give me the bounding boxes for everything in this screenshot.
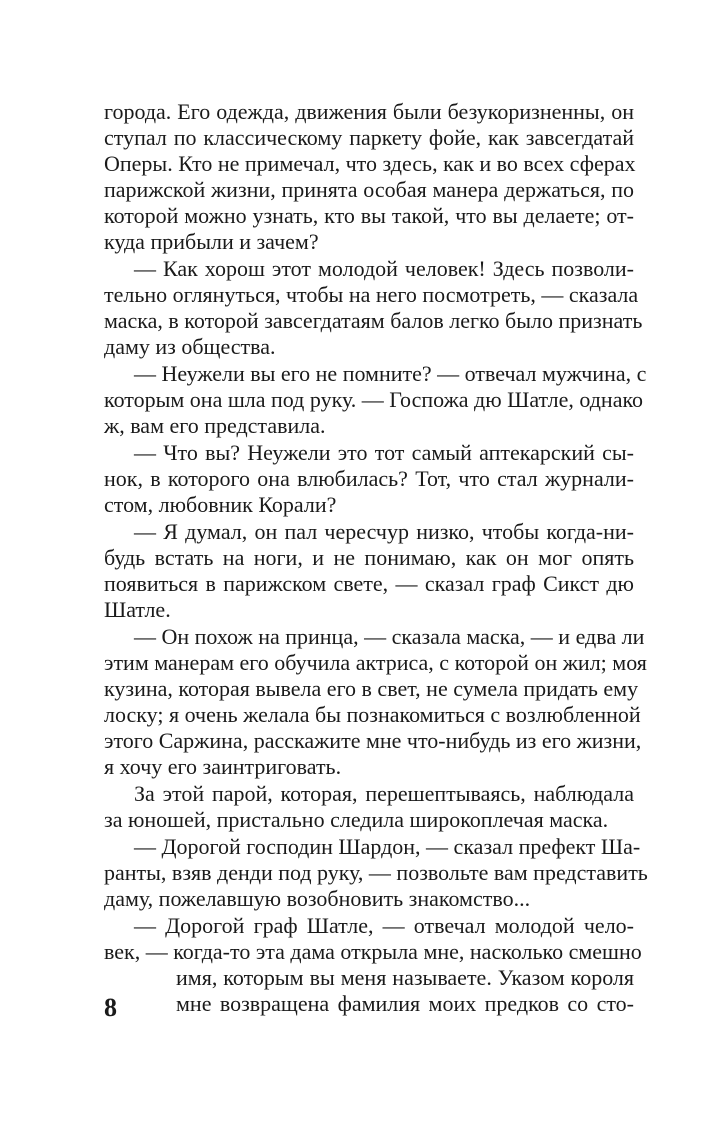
text-line: города. Его одежда, движения были безукоризненны, он: [104, 99, 634, 124]
text-line: этим манерам его обучила актриса, с которой он жил; моя: [104, 650, 647, 675]
text-line: парижской жизни, принята особая манера держаться, по: [104, 177, 634, 202]
text-line: ранты, взяв денди под руку, — позвольте вам представить: [104, 860, 648, 885]
text-line: за юношей, пристально следила широкоплечая маска.: [104, 807, 609, 832]
text-line: За этой парой, которая, перешептываясь, наблюдала: [134, 781, 634, 806]
text-line: — Что вы? Неужели это тот самый аптекарский сы-: [134, 440, 634, 465]
text-line: нок, в которого она влюбилась? Тот, что стал журнали-: [104, 466, 634, 491]
text-line: куда прибыли и зачем?: [104, 229, 319, 254]
text-line: — Дорогой господин Шардон, — сказал префект Ша-: [134, 834, 641, 859]
text-line: — Неужели вы его не помните? — отвечал мужчина, с: [134, 361, 647, 386]
text-line: — Я думал, он пал чересчур низко, чтобы когда-ни-: [134, 519, 634, 544]
text-line: — Он похож на принца, — сказала маска, — и едва ли: [134, 624, 645, 649]
text-line: — Дорогой граф Шатле, — отвечал молодой чело-: [134, 913, 634, 938]
text-line: лоску; я очень желала бы познакомиться с возлюбленной: [104, 702, 641, 727]
text-line: даму, пожелавшую возобновить знакомство...: [104, 886, 531, 911]
text-line: стом, любовник Корали?: [104, 492, 337, 517]
text-line: Шатле.: [104, 597, 171, 622]
text-line: кузина, которая вывела его в свет, не сумела придать ему: [104, 676, 639, 701]
text-line: ж, вам его представила.: [104, 413, 326, 438]
text-line: Оперы. Кто не примечал, что здесь, как и во всех сферах: [104, 151, 636, 176]
text-line: мне возвращена фамилия моих предков со сто-: [176, 991, 634, 1016]
text-line: этого Саржина, расскажите мне что-нибудь из его жизни,: [104, 728, 642, 753]
text-line: имя, которым вы меня называете. Указом короля: [176, 965, 634, 990]
text-line: век, — когда-то эта дама открыла мне, насколько смешно: [104, 939, 642, 964]
page-number: 8: [104, 993, 117, 1022]
text-line: которым она шла под руку. — Госпожа дю Шатле, однако: [104, 387, 644, 412]
text-line: я хочу его заинтриговать.: [104, 754, 342, 779]
text-line: — Как хорош этот молодой человек! Здесь позволи-: [134, 256, 634, 281]
text-line: появиться в парижском свете, — сказал граф Сикст дю: [104, 571, 634, 596]
text-line: ступал по классическому паркету фойе, как завсегдатай: [104, 125, 634, 150]
text-line: маска, в которой завсегдатаям балов легко было признать: [104, 308, 643, 333]
text-line: тельно оглянуться, чтобы на него посмотреть, — сказала: [104, 282, 639, 307]
text-line: будь встать на ноги, и не понимаю, как он мог опять: [104, 545, 634, 570]
text-line: которой можно узнать, кто вы такой, что вы делаете; от-: [104, 203, 634, 228]
text-line: даму из общества.: [104, 334, 276, 359]
